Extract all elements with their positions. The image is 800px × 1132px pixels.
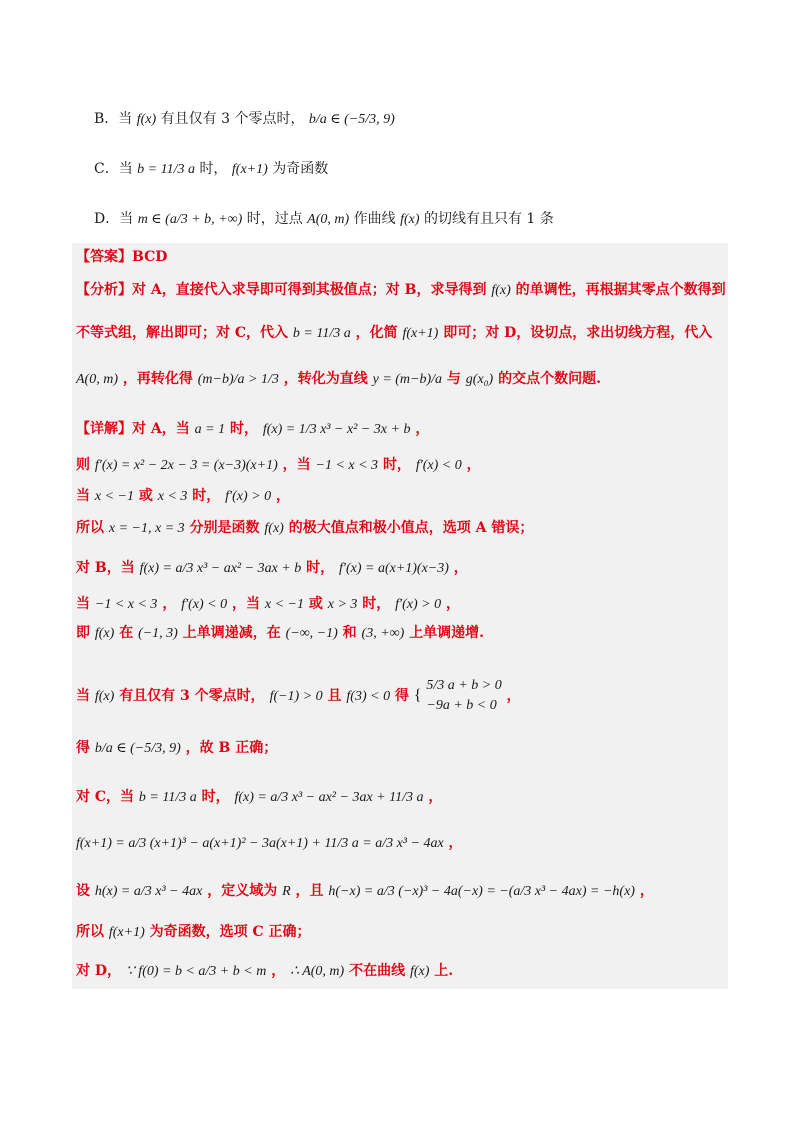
text: 的交点个数问题. bbox=[498, 371, 601, 387]
detail-line-11 bbox=[76, 832, 463, 855]
option-c-tail: 为奇函数 bbox=[272, 161, 329, 177]
option-b bbox=[94, 108, 395, 131]
math: b = 11/3 a bbox=[292, 326, 351, 341]
text: 【详解】对 A，当 bbox=[76, 421, 190, 437]
option-d-label: D．当 bbox=[94, 211, 134, 227]
text: 得 bbox=[76, 740, 90, 756]
math: h(x) = a/3 x³ − 4ax bbox=[94, 884, 203, 899]
text: 的极大值点和极小值点，选项 A 错误； bbox=[288, 520, 534, 536]
math: f(x) bbox=[491, 283, 511, 298]
math: x < 3 bbox=[157, 489, 188, 504]
math: f(x) bbox=[264, 521, 284, 536]
option-b-cond: b/a ∈ (−5/3, 9) bbox=[308, 112, 395, 127]
text: 且 bbox=[327, 688, 342, 704]
option-d-cond: m ∈ (a/3 + b, +∞) bbox=[137, 212, 243, 227]
detail-line-5 bbox=[76, 557, 468, 580]
inequality-system bbox=[426, 676, 501, 716]
math: A(0, m) bbox=[76, 372, 118, 387]
detail-line-12 bbox=[76, 880, 654, 903]
detail-line-9 bbox=[76, 737, 277, 760]
math: f′(x) < 0 bbox=[181, 597, 228, 612]
text: 上单调递减，在 bbox=[182, 625, 281, 641]
analysis-line-2 bbox=[76, 322, 712, 345]
detail-line-10 bbox=[76, 786, 442, 809]
text: 与 bbox=[446, 371, 461, 387]
text: 对 C，当 bbox=[76, 789, 135, 805]
math: f(3) < 0 bbox=[346, 689, 391, 704]
text: 不等式组，解出即可；对 C，代入 bbox=[76, 325, 289, 341]
text: ，化简 bbox=[355, 325, 398, 341]
math: f′(x) < 0 bbox=[415, 458, 462, 473]
detail-line-3 bbox=[76, 485, 290, 508]
text: 或 bbox=[138, 488, 153, 504]
math: f(x) bbox=[94, 689, 115, 704]
text: ， bbox=[506, 688, 521, 704]
math: h(−x) = a/3 (−x)³ − 4a(−x) = −(a/3 x³ − 4ax) = −h(x) bbox=[328, 884, 635, 899]
math: (m−b)/a > 1/3 bbox=[197, 372, 279, 387]
math: R bbox=[282, 884, 291, 899]
text: 时， bbox=[382, 457, 411, 473]
option-d bbox=[94, 208, 554, 231]
option-c-label: C．当 bbox=[94, 161, 133, 177]
math: (−∞, −1) bbox=[285, 626, 338, 641]
text: 对 D， bbox=[76, 963, 122, 979]
option-d-mid: 时，过点 bbox=[246, 211, 303, 227]
option-b-label: B．当 bbox=[94, 111, 133, 127]
text: ， bbox=[448, 835, 463, 851]
text: 不在曲线 bbox=[349, 963, 406, 979]
text: 当 bbox=[76, 488, 90, 504]
math: a = 1 bbox=[194, 422, 226, 437]
math: y = (m−b)/a bbox=[372, 372, 443, 387]
math: x < −1 bbox=[94, 489, 134, 504]
option-d-mid2: 作曲线 bbox=[353, 211, 396, 227]
answer-label: 【答案】 bbox=[76, 249, 132, 265]
math: f(x+1) = a/3 (x+1)³ − a(x+1)² − 3a(x+1) + 11/3 a = a/3 x³ − 4ax bbox=[76, 836, 444, 851]
math: f(−1) > 0 bbox=[269, 689, 323, 704]
math: f′(x) = a(x+1)(x−3) bbox=[339, 561, 449, 576]
text: ， bbox=[453, 560, 468, 576]
text: ，定义域为 bbox=[207, 883, 278, 899]
text: ，当 bbox=[282, 457, 311, 473]
text: 为奇函数，选项 C 正确； bbox=[149, 924, 311, 940]
math: −1 < x < 3 bbox=[94, 597, 158, 612]
math: f(x+1) bbox=[402, 326, 439, 341]
text: ， bbox=[428, 789, 443, 805]
math: (3, +∞) bbox=[361, 626, 405, 641]
option-c-f: f(x+1) bbox=[231, 162, 268, 177]
text: 所以 bbox=[76, 520, 104, 536]
text: ， bbox=[445, 596, 460, 612]
option-c-cond: b = 11/3 a bbox=[137, 162, 195, 177]
math: f(x) = 1/3 x³ − x² − 3x + b bbox=[262, 422, 411, 437]
text: ， bbox=[415, 421, 430, 437]
text: ， bbox=[466, 457, 481, 473]
inequality-2: −9a + b < 0 bbox=[426, 698, 497, 713]
math: f(x) bbox=[409, 964, 430, 979]
answer-line bbox=[76, 246, 167, 268]
text: 当 bbox=[76, 688, 90, 704]
detail-line-7 bbox=[76, 622, 484, 645]
option-d-pt: A(0, m) bbox=[307, 212, 350, 227]
text: 时， bbox=[306, 560, 335, 576]
math: f(x+1) bbox=[108, 925, 145, 940]
text: ， bbox=[275, 488, 290, 504]
text: 和 bbox=[342, 625, 357, 641]
text: 分别是函数 bbox=[189, 520, 260, 536]
text: 的单调性，再根据其零点个数得到 bbox=[515, 282, 726, 298]
option-d-tail: 的切线有且只有 1 条 bbox=[423, 211, 554, 227]
option-b-f: f(x) bbox=[136, 112, 157, 127]
text: ，再转化得 bbox=[122, 371, 193, 387]
text: 有且仅有 3 个零点时， bbox=[119, 688, 265, 704]
solution-panel bbox=[72, 243, 728, 989]
analysis-line-3 bbox=[76, 368, 601, 391]
detail-line-14 bbox=[76, 960, 453, 983]
text: 上. bbox=[434, 963, 454, 979]
detail-line-6 bbox=[76, 593, 460, 616]
text: 设 bbox=[76, 883, 90, 899]
text: 【分析】对 A，直接代入求导即可得到其极值点；对 B，求导得到 bbox=[76, 282, 487, 298]
option-d-f: f(x) bbox=[400, 212, 420, 227]
detail-line-13 bbox=[76, 921, 311, 944]
math: f′(x) = x² − 2x − 3 = (x−3)(x+1) bbox=[94, 458, 278, 473]
text: 即 bbox=[76, 625, 90, 641]
math: f′(x) > 0 bbox=[395, 597, 442, 612]
option-b-mid: 有且仅有 3 个零点时， bbox=[160, 111, 305, 127]
math: ∵ f(0) = b < a/3 + b < m bbox=[125, 964, 267, 979]
math: f′(x) > 0 bbox=[225, 489, 272, 504]
math: x < −1 bbox=[264, 597, 304, 612]
text: ， bbox=[271, 963, 286, 979]
detail-line-1 bbox=[76, 418, 429, 441]
text: 或 bbox=[308, 596, 323, 612]
text: 所以 bbox=[76, 924, 104, 940]
math: b/a ∈ (−5/3, 9) bbox=[94, 741, 181, 756]
text: 时， bbox=[362, 596, 391, 612]
text: ， bbox=[162, 596, 177, 612]
math: f(x) = a/3 x³ − ax² − 3ax + 11/3 a bbox=[234, 790, 424, 805]
detail-line-4 bbox=[76, 517, 533, 540]
text: 上单调递增. bbox=[409, 625, 485, 641]
option-c-mid: 时， bbox=[199, 161, 228, 177]
text: ，故 B 正确； bbox=[185, 740, 278, 756]
text: 时， bbox=[201, 789, 230, 805]
inequality-1: 5/3 a + b > 0 bbox=[426, 678, 502, 693]
system-brace: { bbox=[413, 687, 422, 704]
math: g(x₀) bbox=[465, 372, 494, 387]
math: f(x) = a/3 x³ − ax² − 3ax + b bbox=[139, 561, 302, 576]
math: x = −1, x = 3 bbox=[108, 521, 185, 536]
text: 得 bbox=[394, 688, 409, 704]
text: 时， bbox=[192, 488, 221, 504]
detail-line-8 bbox=[76, 676, 521, 716]
text: ，当 bbox=[232, 596, 260, 612]
text: ，且 bbox=[295, 883, 324, 899]
math: −1 < x < 3 bbox=[315, 458, 379, 473]
math: f(x) bbox=[94, 626, 115, 641]
text: ，转化为直线 bbox=[283, 371, 368, 387]
text: 对 B，当 bbox=[76, 560, 135, 576]
math: x > 3 bbox=[327, 597, 358, 612]
text: 即可；对 D，设切点，求出切线方程，代入 bbox=[443, 325, 713, 341]
answer-value: BCD bbox=[132, 249, 168, 265]
detail-line-2 bbox=[76, 454, 481, 477]
math: (−1, 3) bbox=[138, 626, 178, 641]
text: 在 bbox=[119, 625, 134, 641]
text: 当 bbox=[76, 596, 90, 612]
text: 时， bbox=[229, 421, 258, 437]
math: b = 11/3 a bbox=[138, 790, 197, 805]
text: ， bbox=[639, 883, 654, 899]
math: ∴ A(0, m) bbox=[290, 964, 345, 979]
text: 则 bbox=[76, 457, 90, 473]
option-c bbox=[94, 158, 328, 181]
analysis-line-1 bbox=[76, 279, 726, 302]
